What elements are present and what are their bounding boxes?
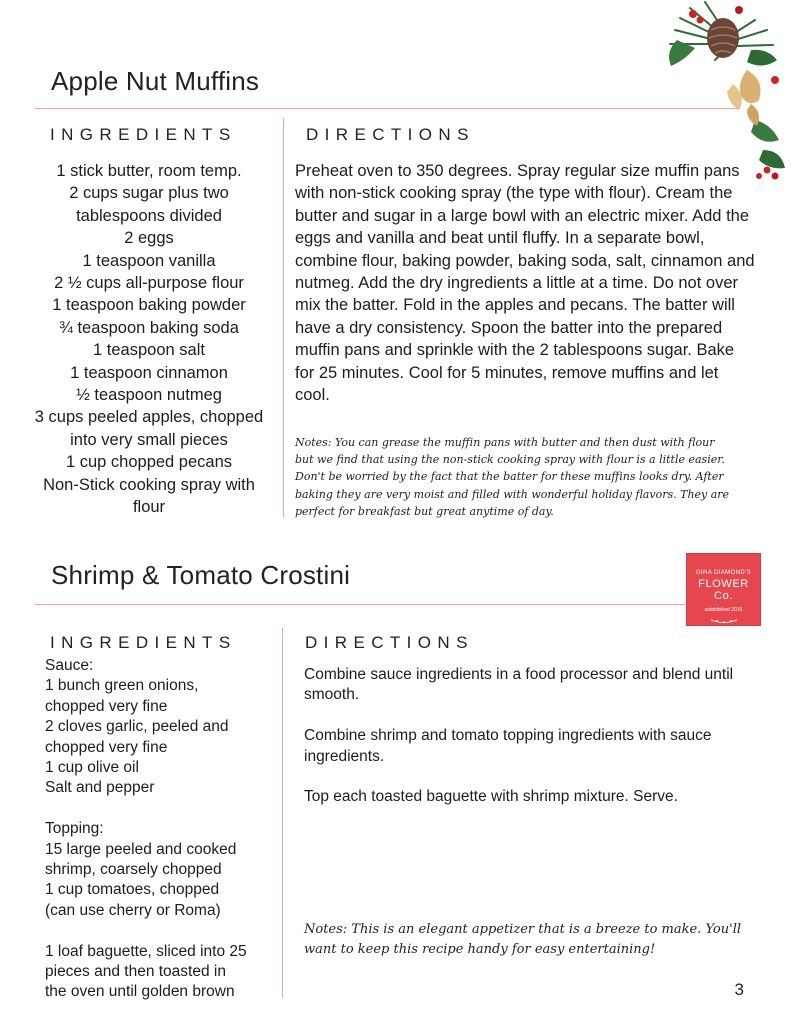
directions-heading: DIRECTIONS — [306, 125, 475, 144]
ingredient-item: 3 cups peeled apples, chopped — [34, 408, 264, 427]
ingredient-item: 1 loaf baguette, sliced into 25 — [45, 942, 247, 960]
ingredient-item: tablespoons divided — [76, 206, 222, 225]
ingredients-heading: INGREDIENTS — [50, 125, 237, 144]
directions-heading: DIRECTIONS — [305, 633, 474, 652]
ingredient-item: 1 stick butter, room temp. — [56, 162, 242, 180]
directions-step: Top each toasted baguette with shrimp mixture. Serve. — [304, 788, 678, 806]
logo-line-1: GINA DIAMOND'S — [695, 570, 752, 576]
title-divider — [35, 604, 685, 605]
directions-step: Combine sauce ingredients in a food processor and blend until smooth. — [304, 666, 734, 704]
ingredients-heading: INGREDIENTS — [50, 633, 237, 652]
ingredient-item: 1 teaspoon baking powder — [52, 296, 246, 315]
ingredient-spacer — [45, 799, 277, 819]
directions-text: Preheat oven to 350 degrees. Spray regular size muffin pans with non-stick cooking spray (the type with flour). Cream the butter and sugar in a large bowl with an electric mixer. Add the eggs and vanilla and beat until fluffy. In a separate bowl, combine flour, baking powder, baking soda, salt, cinnamon and nutmeg. Add the dry ingredients a little at a time. Do not over mix the batter. Fold in the apples and pecans. The batter will have a dry consistency. Spoon the batter into the prepared muffin pans and sprinkle with the 2 tablespoons sugar. Bake for 25 minutes. Cool for 5 minutes, remove muffins and let cool. — [295, 162, 755, 405]
ingredient-item: 1 teaspoon cinnamon — [70, 363, 228, 382]
page-number: 3 — [734, 980, 744, 999]
ingredient-item: 1 cup tomatoes, chopped — [45, 881, 220, 899]
ingredient-item: shrimp, coarsely chopped — [45, 861, 222, 879]
ingredient-item: into very small pieces — [70, 430, 228, 449]
ingredient-item: ½ teaspoon nutmeg — [76, 386, 222, 405]
recipe-notes: Notes: You can grease the muffin pans with butter and then dust with flour but we find that using the non-stick cooking spray with flour is a little easier. Don't be worried by the fact that the batter for these muffins looks dry. After baking they are very moist and filled with wonderful holiday flavors. They are perfect for breakfast but great anytime of day. — [295, 436, 730, 518]
recipe-title-shrimp-tomato-crostini: Shrimp & Tomato Crostini — [51, 560, 351, 590]
ingredient-item: 2 eggs — [124, 229, 174, 248]
directions-step: Combine shrimp and tomato topping ingredients with sauce ingredients. — [304, 727, 712, 765]
ingredient-item: (can use cherry or Roma) — [45, 901, 221, 919]
ingredient-item: 1 teaspoon vanilla — [82, 251, 216, 270]
ingredient-item: ¾ teaspoon baking soda — [59, 318, 239, 337]
ingredient-item: 1 cup chopped pecans — [65, 453, 233, 472]
ingredient-item: 2 ½ cups all-purpose flour — [54, 274, 244, 293]
laurel-icon — [709, 616, 739, 624]
column-divider — [283, 118, 284, 518]
recipe-notes: Notes: This is an elegant appetizer that is a breeze to make. You'll want to keep this recipe handy for easy entertaining! — [304, 922, 742, 957]
ingredient-item: 1 teaspoon salt — [93, 341, 205, 360]
ingredient-item: Non-Stick cooking spray with — [43, 475, 255, 494]
ingredient-item: 2 cups sugar plus two — [69, 184, 229, 203]
ingredient-item: 15 large peeled and cooked — [45, 840, 237, 858]
logo-line-3: established 2016 — [704, 607, 743, 613]
ingredient-item: Sauce: — [45, 657, 94, 674]
flower-co-logo — [686, 553, 761, 626]
ingredients-list — [18, 160, 280, 519]
column-divider — [282, 628, 283, 998]
ingredient-item: pieces and then toasted in — [45, 963, 226, 981]
ingredients-list — [45, 656, 277, 1003]
ingredient-item: the oven until golden brown — [45, 983, 235, 1001]
ingredient-item: 1 cup olive oil — [45, 759, 139, 777]
ingredient-item: 1 bunch green onions, — [45, 677, 199, 695]
directions-text — [304, 665, 764, 828]
title-divider — [35, 108, 740, 109]
ingredient-item: 2 cloves garlic, peeled and — [45, 718, 229, 736]
ingredient-item: flour — [132, 498, 166, 517]
ingredient-item: Topping: — [45, 820, 104, 838]
ingredient-item: chopped very fine — [45, 697, 168, 715]
logo-line-2: FLOWER Co. — [698, 578, 749, 602]
ingredient-item: chopped very fine — [45, 738, 168, 756]
ingredient-item: Salt and pepper — [45, 779, 155, 797]
ingredient-spacer — [45, 921, 277, 941]
recipe-title-apple-nut-muffins: Apple Nut Muffins — [51, 66, 260, 96]
